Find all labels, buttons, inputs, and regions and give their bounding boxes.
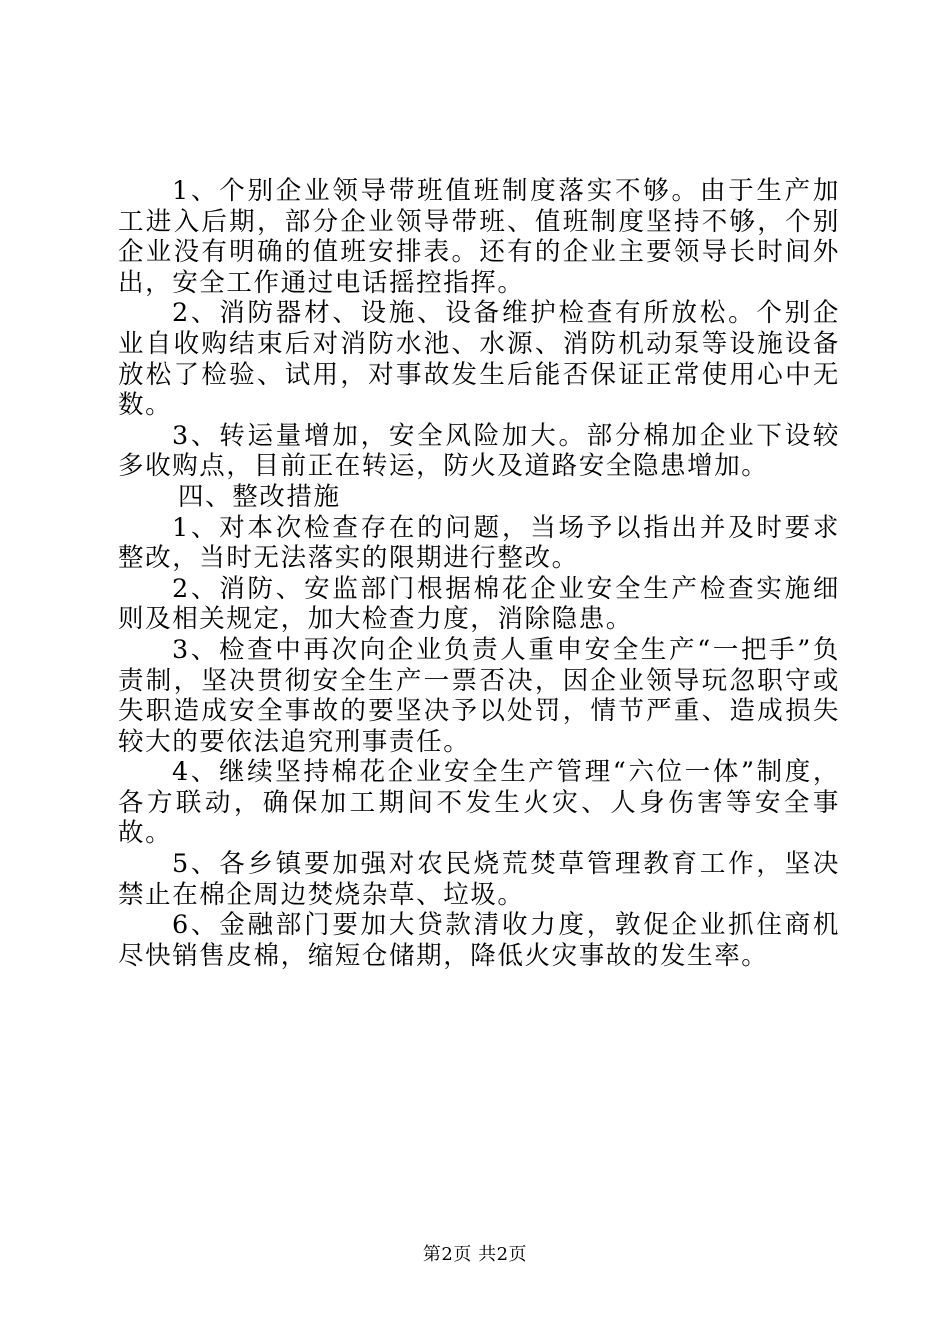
measure-paragraph-4: 4、继续坚持棉花企业安全生产管理“六位一体”制度，各方联动，确保加工期间不发生火灾、人身伤害等安全事故。 <box>118 757 840 849</box>
problem-paragraph-2: 2、消防器材、设施、设备维护检查有所放松。个别企业自收购结束后对消防水池、水源、消防机动泵等设施设备放松了检验、试用，对事故发生后能否保证正常使用心中无数。 <box>118 298 840 421</box>
measure-paragraph-5: 5、各乡镇要加强对农民烧荒焚草管理教育工作，坚决禁止在棉企周边焚烧杂草、垃圾。 <box>118 849 840 910</box>
measure-paragraph-6: 6、金融部门要加大贷款清收力度，敦促企业抓住商机尽快销售皮棉，缩短仓储期，降低火灾事故的发生率。 <box>118 910 840 971</box>
problem-paragraph-3: 3、转运量增加，安全风险加大。部分棉加企业下设较多收购点，目前正在转运，防火及道路安全隐患增加。 <box>118 420 840 482</box>
problem-paragraph-1: 1、个别企业领导带班值班制度落实不够。由于生产加工进入后期，部分企业领导带班、值班制度坚持不够，个别企业没有明确的值班安排表。还有的企业主要领导长时间外出，安全工作通过电话摇控指挥。 <box>118 176 840 298</box>
document-body <box>118 176 840 971</box>
measure-paragraph-2: 2、消防、安监部门根据棉花企业安全生产检查实施细则及相关规定，加大检查力度，消除隐患。 <box>118 573 840 635</box>
measure-paragraph-3: 3、检查中再次向企业负责人重申安全生产“一把手”负责制，坚决贯彻安全生产一票否决，因企业领导玩忽职守或失职造成安全事故的要坚决予以处罚，情节严重、造成损失较大的要依法追究刑事责任。 <box>118 634 840 757</box>
measure-paragraph-1: 1、对本次检查存在的问题，当场予以指出并及时要求整改，当时无法落实的限期进行整改。 <box>118 512 840 574</box>
section-heading: 四、整改措施 <box>178 481 341 512</box>
page-number-footer: 第2页 共2页 <box>422 1244 528 1265</box>
